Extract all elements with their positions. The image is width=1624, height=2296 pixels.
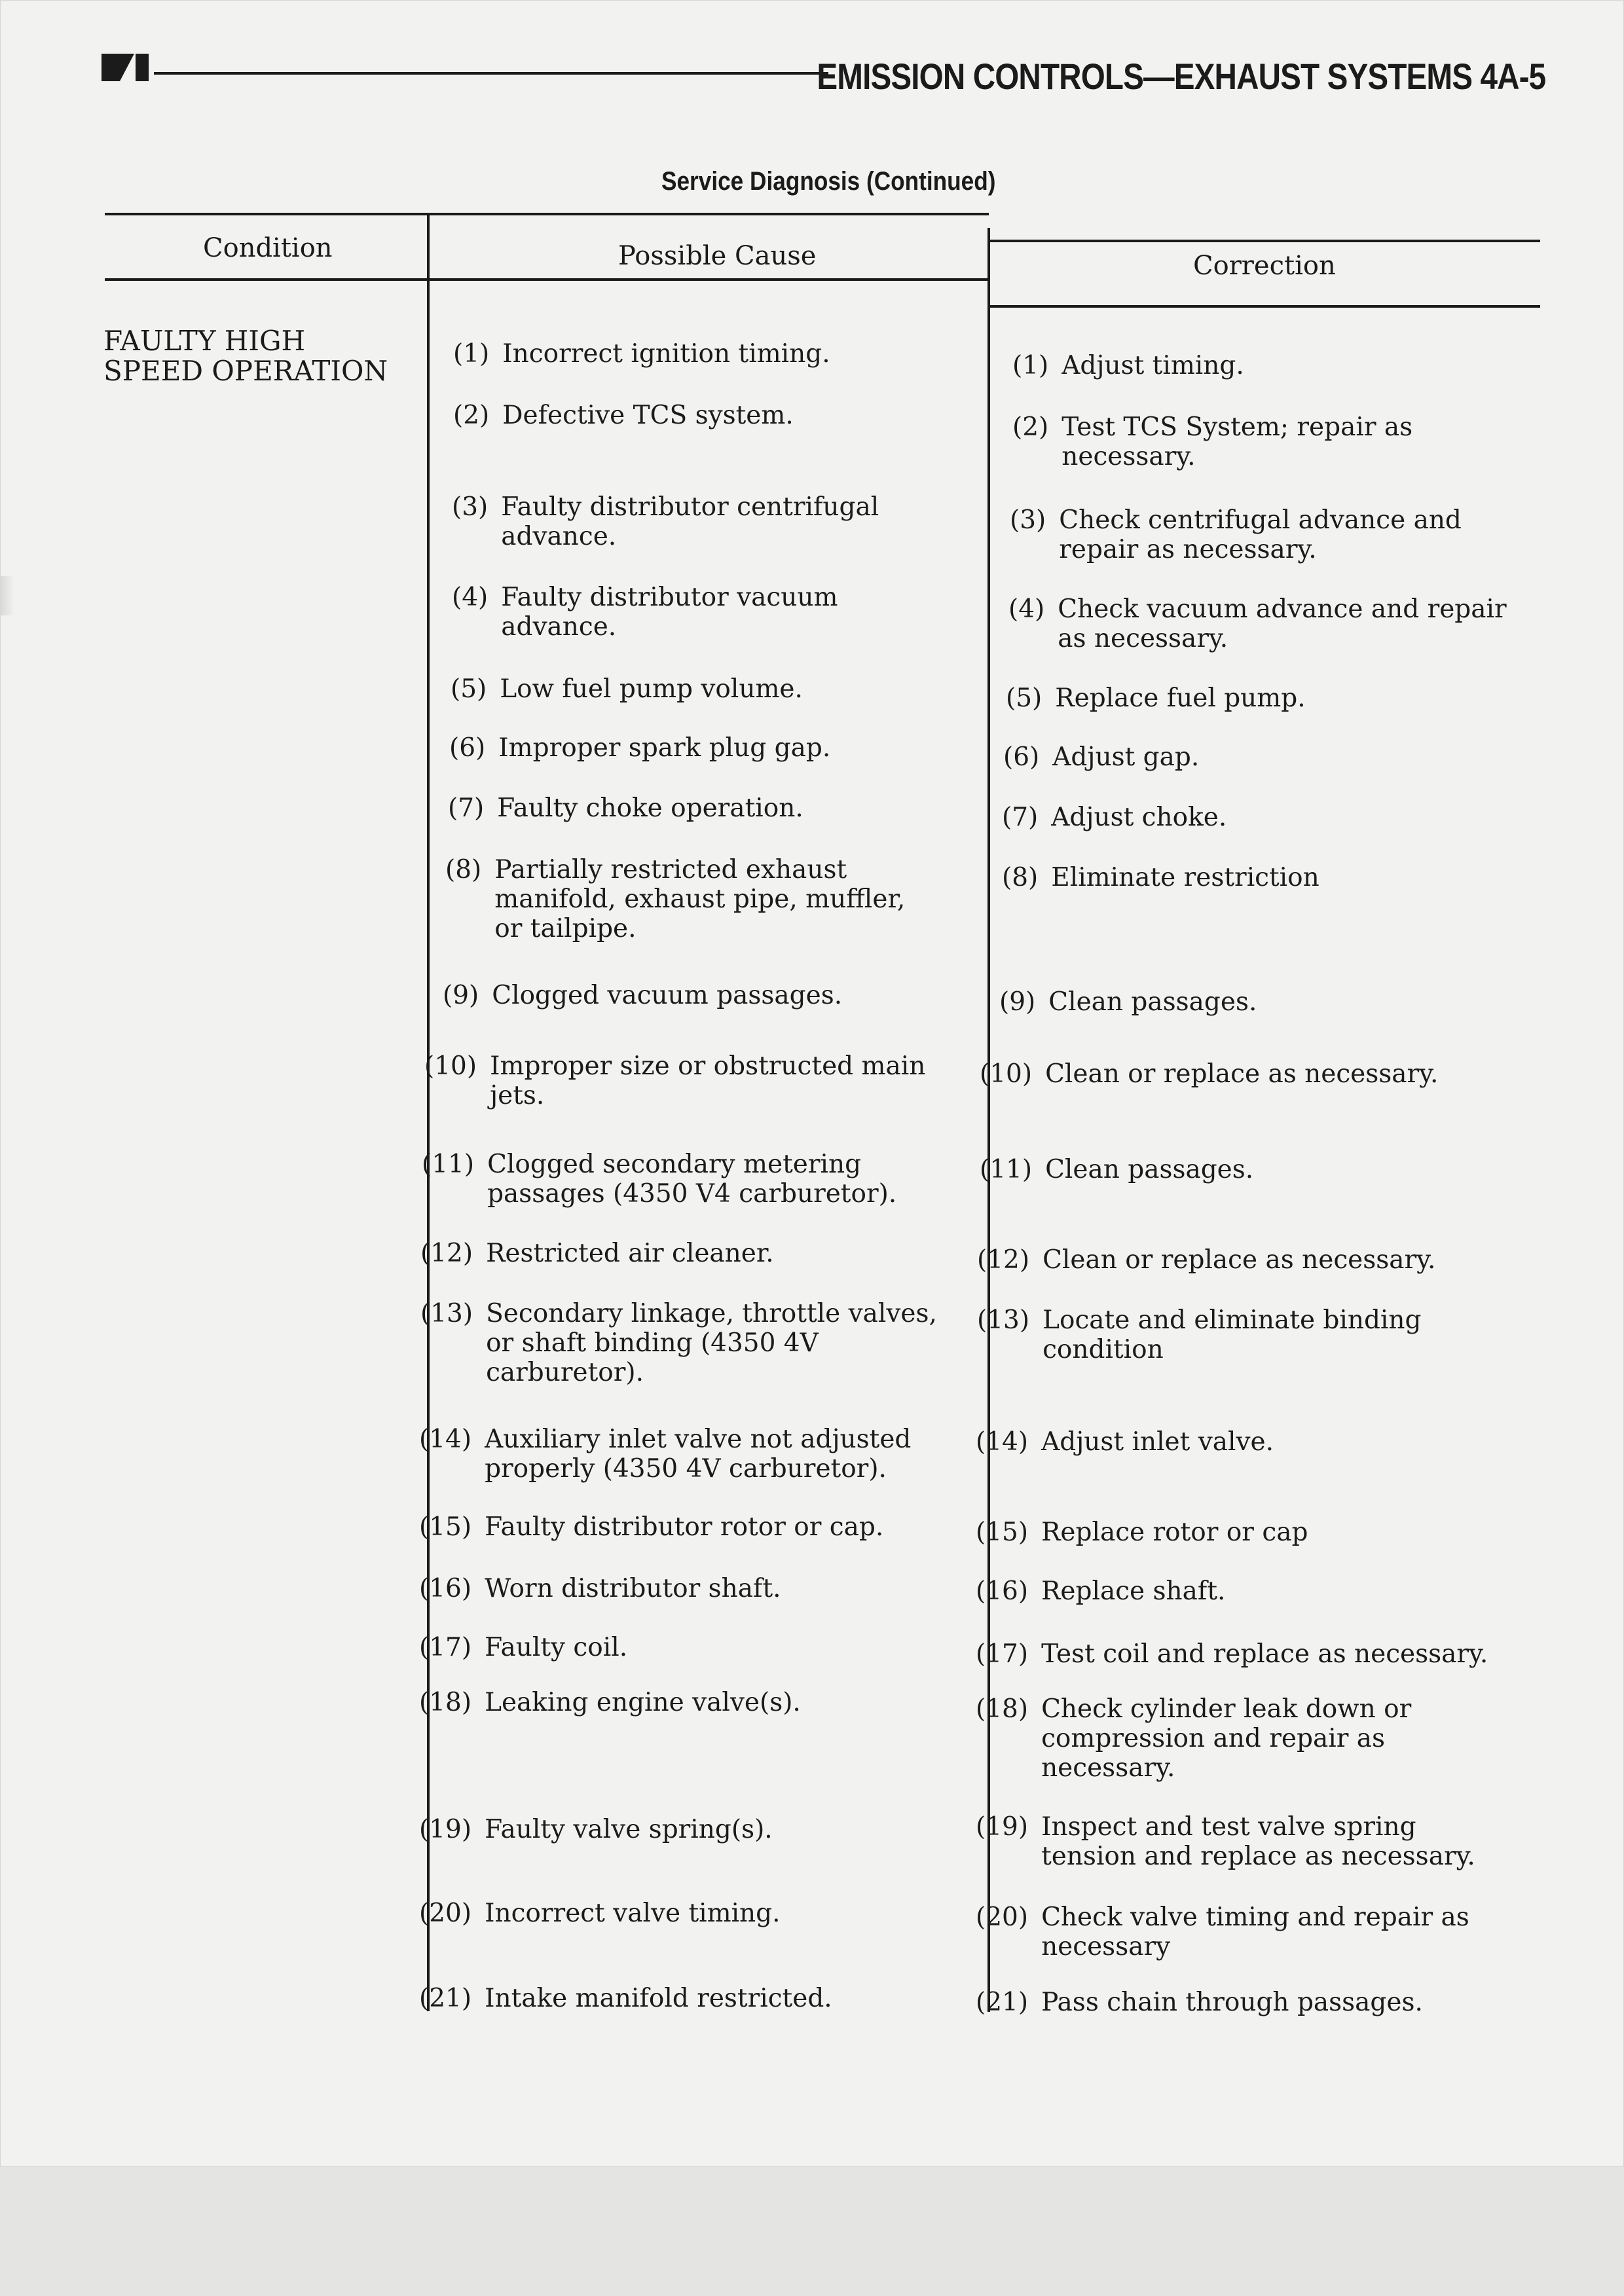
- cause-item: (7) Faulty choke operation.: [448, 793, 803, 823]
- page-header-title: EMISSION CONTROLS—EXHAUST SYSTEMS 4A-5: [817, 56, 1545, 97]
- cause-item: (1) Incorrect ignition timing.: [453, 339, 830, 369]
- table-header-rule-left: [105, 278, 989, 281]
- column-header-cause: Possible Cause: [618, 241, 817, 271]
- table-top-rule: [105, 213, 989, 215]
- correction-item: (20) Check valve timing and repair as necessary: [976, 1903, 1469, 1961]
- cause-item: (12) Restricted air cleaner.: [420, 1239, 774, 1268]
- cause-item: (2) Defective TCS system.: [453, 401, 794, 430]
- correction-item: (11) Clean passages.: [980, 1155, 1254, 1184]
- correction-item: (21) Pass chain through passages.: [976, 1988, 1423, 2017]
- section-tab-icon: [101, 54, 149, 81]
- correction-item: (19) Inspect and test valve spring tension and replace as necessary.: [976, 1812, 1475, 1871]
- cause-item: (16) Worn distributor shaft.: [419, 1574, 781, 1603]
- correction-item: (7) Adjust choke.: [1002, 803, 1227, 832]
- scan-edge-shadow: [0, 576, 14, 615]
- cause-item: (14) Auxiliary inlet valve not adjusted properly (4350 4V carburetor).: [419, 1425, 912, 1484]
- cause-item: (5) Low fuel pump volume.: [451, 674, 803, 704]
- cause-item: (4) Faulty distributor vacuum advance.: [452, 583, 838, 642]
- table-header-rule-right: [989, 305, 1540, 308]
- column-header-correction: Correction: [1193, 251, 1336, 281]
- header-rule: [154, 72, 828, 75]
- cause-item: (11) Clogged secondary metering passages (4350 V4 carburetor).: [422, 1150, 897, 1209]
- scan-background: [0, 2167, 1624, 2296]
- cause-item: (15) Faulty distributor rotor or cap.: [419, 1512, 884, 1542]
- table-top-rule-right: [989, 240, 1540, 242]
- cause-item: (19) Faulty valve spring(s).: [419, 1815, 773, 1844]
- correction-item: (4) Check vacuum advance and repair as necessary.: [1008, 594, 1507, 653]
- correction-item: (18) Check cylinder leak down or compression and repair as necessary.: [976, 1694, 1412, 1783]
- correction-item: (15) Replace rotor or cap: [976, 1518, 1308, 1547]
- correction-item: (9) Clean passages.: [999, 987, 1257, 1017]
- correction-item: (10) Clean or replace as necessary.: [980, 1059, 1439, 1089]
- correction-item: (2) Test TCS System; repair as necessary.: [1012, 412, 1413, 471]
- cause-item: (18) Leaking engine valve(s).: [419, 1688, 801, 1717]
- correction-item: (3) Check centrifugal advance and repair as necessary.: [1010, 505, 1462, 564]
- cause-item: (20) Incorrect valve timing.: [419, 1899, 781, 1928]
- cause-item: (21) Intake manifold restricted.: [419, 1984, 832, 2013]
- cause-item: (8) Partially restricted exhaust manifold, exhaust pipe, muffler, or tailpipe.: [445, 855, 906, 943]
- correction-item: (8) Eliminate restriction: [1002, 863, 1320, 892]
- column-header-condition: Condition: [203, 233, 333, 263]
- correction-item: (5) Replace fuel pump.: [1006, 683, 1306, 713]
- table-title: Service Diagnosis (Continued): [661, 167, 996, 196]
- cause-item: (9) Clogged vacuum passages.: [443, 981, 843, 1010]
- cause-item: (17) Faulty coil.: [419, 1633, 628, 1662]
- correction-item: (6) Adjust gap.: [1003, 742, 1200, 772]
- cause-item: (6) Improper spark plug gap.: [449, 733, 831, 763]
- cause-item: (10) Improper size or obstructed main jets.: [424, 1051, 926, 1110]
- condition-cell: FAULTY HIGH SPEED OPERATION: [103, 325, 388, 387]
- cause-item: (13) Secondary linkage, throttle valves, or shaft binding (4350 4V carburetor).: [420, 1299, 937, 1387]
- correction-item: (17) Test coil and replace as necessary.: [976, 1639, 1488, 1669]
- correction-item: (12) Clean or replace as necessary.: [977, 1245, 1436, 1275]
- correction-item: (13) Locate and eliminate binding condition: [977, 1305, 1422, 1364]
- correction-item: (1) Adjust timing.: [1012, 351, 1244, 380]
- cause-item: (3) Faulty distributor centrifugal advance.: [452, 492, 879, 551]
- column-divider-left: [427, 214, 430, 2011]
- correction-item: (14) Adjust inlet valve.: [976, 1427, 1274, 1457]
- correction-item: (16) Replace shaft.: [976, 1576, 1226, 1606]
